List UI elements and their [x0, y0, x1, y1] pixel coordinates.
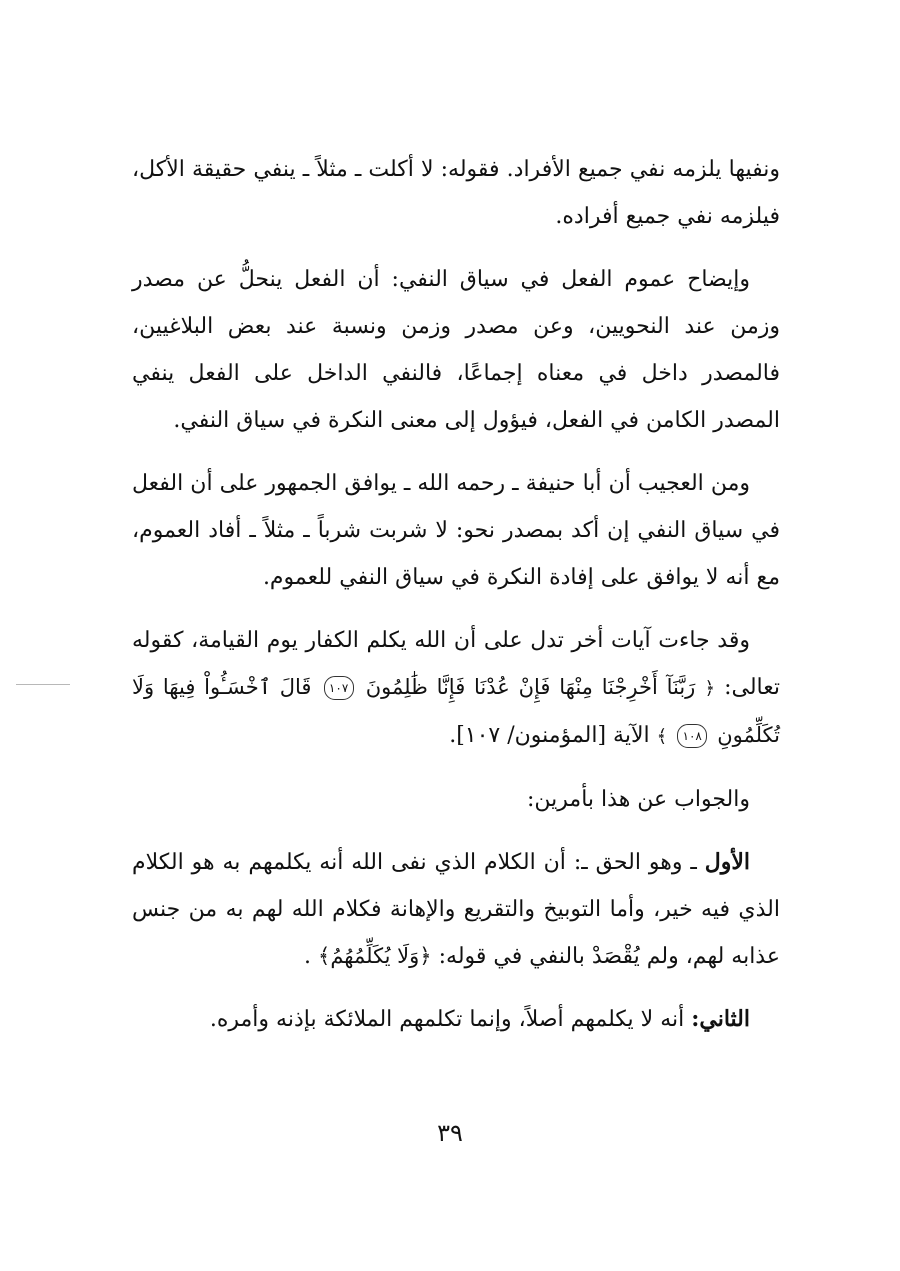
ayah-number-108: ١٠٨	[677, 724, 707, 748]
first-answer-text: ـ وهو الحق ـ: أن الكلام الذي نفى الله أنه يكلمهم به هو الكلام الذي فيه خير، وأما التوبيخ والتقريع والإهانة فكلام الله لهم به من جنس عذابه لهم، ولم يُقْصَدْ بالنفي في قوله:	[132, 850, 780, 969]
margin-mark	[16, 684, 70, 685]
verse-citation: الآية [المؤمنون/ ١٠٧].	[449, 723, 650, 748]
first-answer-label: الأول	[704, 849, 751, 875]
verse-paragraph	[132, 617, 780, 760]
second-answer-label: الثاني:	[691, 1006, 750, 1032]
paragraph-1: ونفيها يلزمه نفي جميع الأفراد. فقوله: لا أكلت ـ مثلاً ـ ينفي حقيقة الأكل، فيلزمه نفي جميع أفراده.	[132, 157, 780, 229]
first-answer	[132, 839, 780, 980]
quran-verse-part-2: قَالَ ٱخْسَـُٔواْ فِيهَا وَلَا تُكَلِّمُونِ	[132, 675, 780, 747]
second-answer	[132, 996, 780, 1043]
answer-intro: والجواب عن هذا بأمرين:	[527, 787, 750, 812]
verse-intro: وقد جاءت آيات أخر تدل على أن الله يكلم الكفار يوم القيامة، كقوله تعالى:	[132, 628, 780, 700]
paragraph-2: وإيضاح عموم الفعل في سياق النفي: أن الفعل ينحلُّ عن مصدر وزمن عند النحويين، وعن مصدر وزمن ونسبة عند بعض البلاغيين، فالمصدر داخل في معناه إجماعًا، فالنفي الداخل على الفعل ينفي المصدر الكامن في الفعل، فيؤول إلى معنى النكرة في سياق النفي.	[132, 267, 780, 433]
second-answer-text: أنه لا يكلمهم أصلاً، وإنما تكلمهم الملائكة بإذنه وأمره.	[209, 1007, 685, 1032]
quran-open-bracket: ﴿	[704, 678, 715, 699]
quran-close-bracket: ﴾	[656, 726, 668, 747]
quran-verse-part-1: رَبَّنَآ أَخْرِجْنَا مِنْهَا فَإِنْ عُدْنَا فَإِنَّا ظَٰلِمُونَ	[365, 675, 696, 699]
first-answer-verse: ﴿وَلَا يُكَلِّمُهُمُ﴾	[318, 944, 432, 968]
paragraph-3: ومن العجيب أن أبا حنيفة ـ رحمه الله ـ يوافق الجمهور على أن الفعل في سياق النفي إن أكد بمصدر نحو: لا شربت شرباً ـ مثلاً ـ أفاد العموم، مع أنه لا يوافق على إفادة النكرة في سياق النفي للعموم.	[132, 471, 780, 590]
page-body	[132, 146, 780, 1059]
first-answer-ending: .	[304, 944, 312, 969]
ayah-number-107: ١٠٧	[324, 676, 354, 700]
page-number: ٣٩	[437, 1119, 463, 1147]
